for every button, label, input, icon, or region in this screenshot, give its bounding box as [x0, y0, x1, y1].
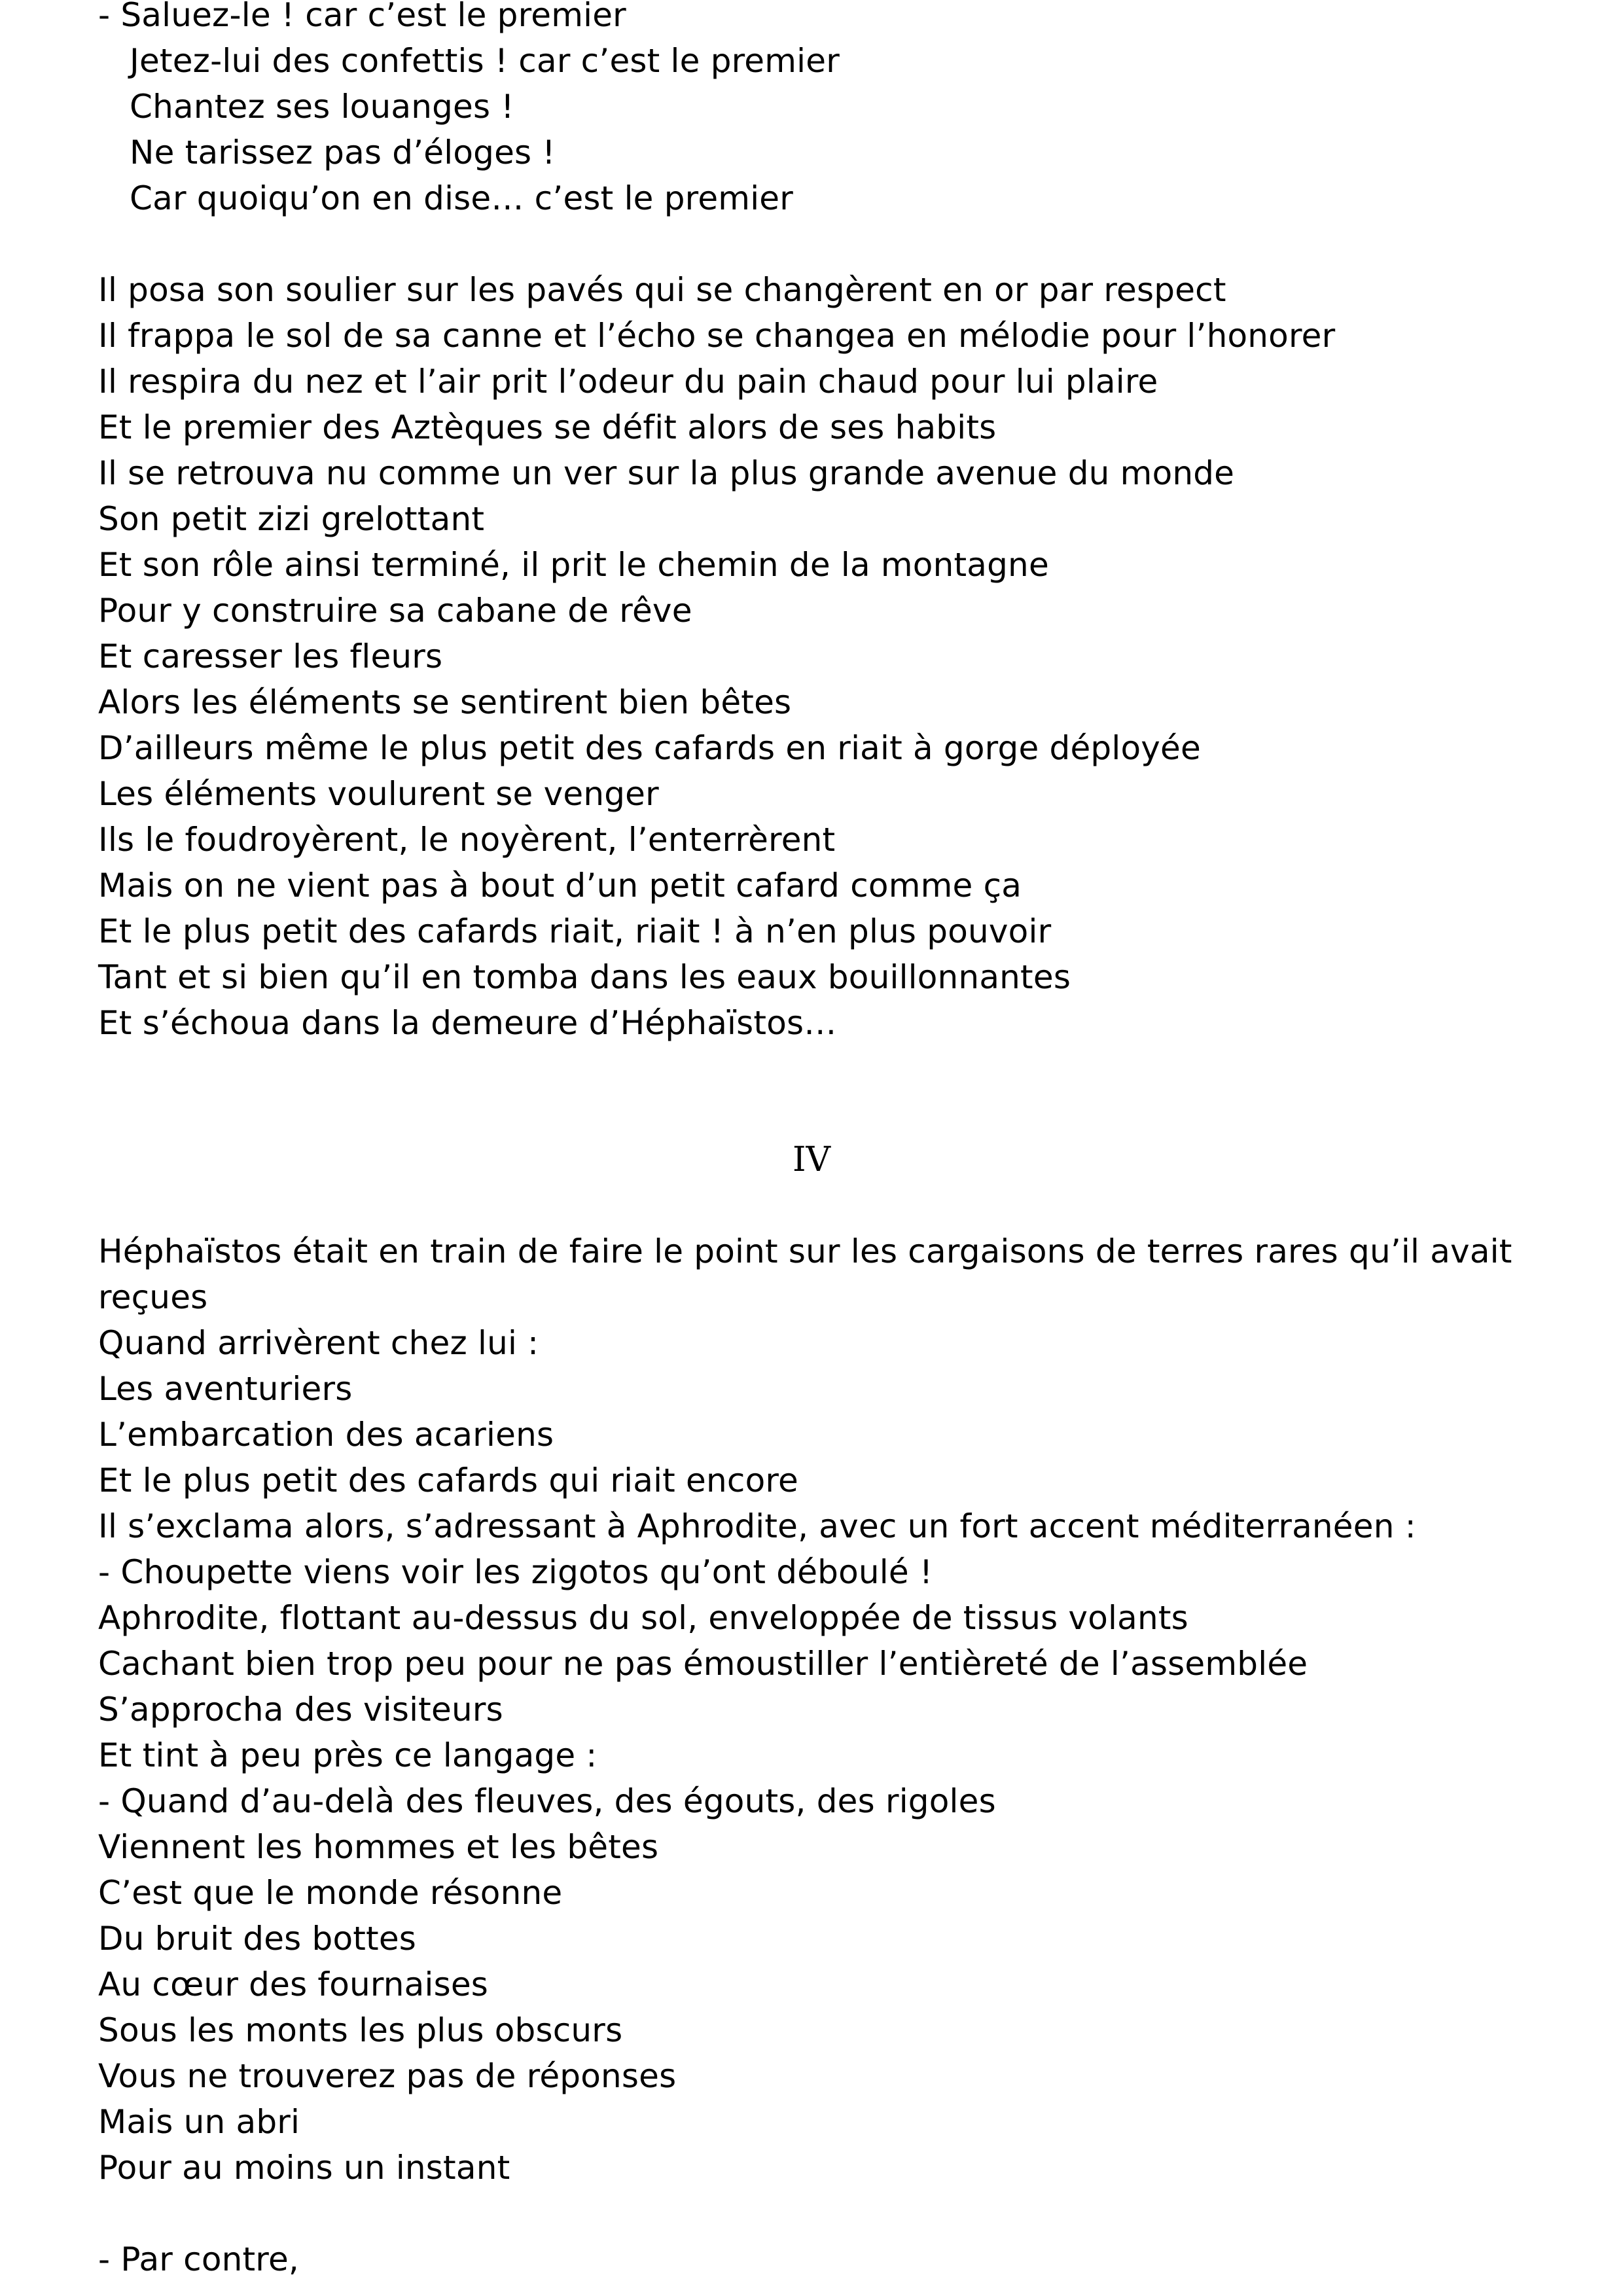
text-line: Ils le foudroyèrent, le noyèrent, l’enterrèrent [98, 821, 836, 859]
text-line: S’approcha des visiteurs [98, 1691, 503, 1729]
text-line: Il respira du nez et l’air prit l’odeur du pain chaud pour lui plaire [98, 363, 1158, 401]
text-line: Quand arrivèrent chez lui : [98, 1324, 539, 1362]
text-line: D’ailleurs même le plus petit des cafards en riait à gorge déployée [98, 729, 1201, 767]
text-line: Il s’exclama alors, s’adressant à Aphrodite, avec un fort accent méditerranéen : [98, 1507, 1416, 1545]
text-line: Et le plus petit des cafards qui riait encore [98, 1462, 799, 1499]
text-line: Et s’échoua dans la demeure d’Héphaïstos… [98, 1004, 837, 1042]
text-line: Alors les éléments se sentirent bien bêtes [98, 683, 792, 721]
text-line: Et le plus petit des cafards riait, riait ! à n’en plus pouvoir [98, 912, 1052, 950]
text-line: Il posa son soulier sur les pavés qui se changèrent en or par respect [98, 271, 1226, 309]
text-line: Sous les monts les plus obscurs [98, 2011, 623, 2049]
text-line: Il se retrouva nu comme un ver sur la plus grande avenue du monde [98, 454, 1235, 492]
text-line: Au cœur des fournaises [98, 1965, 489, 2003]
text-line: L’embarcation des acariens [98, 1416, 554, 1454]
text-line: Les éléments voulurent se venger [98, 775, 659, 813]
text-line: Son petit zizi grelottant [98, 500, 485, 538]
text-line: Ne tarissez pas d’éloges ! [130, 134, 556, 171]
text-line: - Saluez-le ! car c’est le premier [98, 0, 626, 34]
section-heading: IV [792, 1140, 831, 1179]
text-line: - Par contre, [98, 2240, 300, 2278]
text-line: Jetez-lui des confettis ! car c’est le premier [130, 42, 840, 80]
text-line: Et le premier des Aztèques se défit alors de ses habits [98, 408, 997, 446]
text-line: Pour au moins un instant [98, 2149, 510, 2187]
text-line: Héphaïstos était en train de faire le point sur les cargaisons de terres rares qu’il avait [98, 1232, 1512, 1270]
text-line: - Quand d’au-delà des fleuves, des égouts, des rigoles [98, 1782, 996, 1820]
text-line: Il frappa le sol de sa canne et l’écho se changea en mélodie pour l’honorer [98, 317, 1336, 355]
text-line: Mais on ne vient pas à bout d’un petit cafard comme ça [98, 867, 1022, 905]
text-line: Viennent les hommes et les bêtes [98, 1828, 659, 1866]
text-line: Les aventuriers [98, 1370, 353, 1408]
text-line: Chantez ses louanges ! [130, 88, 514, 126]
text-line: Tant et si bien qu’il en tomba dans les eaux bouillonnantes [98, 958, 1071, 996]
text-line: Et caresser les fleurs [98, 637, 443, 675]
text-line: Vous ne trouverez pas de réponses [98, 2057, 677, 2095]
text-line: Et tint à peu près ce langage : [98, 1736, 597, 1774]
text-line: C’est que le monde résonne [98, 1874, 563, 1912]
text-line: - Choupette viens voir les zigotos qu’ont déboulé ! [98, 1553, 933, 1591]
text-line: Pour y construire sa cabane de rêve [98, 592, 692, 630]
text-line: reçues [98, 1278, 208, 1316]
text-line: Aphrodite, flottant au-dessus du sol, enveloppée de tissus volants [98, 1599, 1188, 1637]
text-line: Cachant bien trop peu pour ne pas émoustiller l’entièreté de l’assemblée [98, 1645, 1308, 1683]
text-line: Mais un abri [98, 2103, 300, 2141]
text-line: Du bruit des bottes [98, 1920, 417, 1958]
text-line: Et son rôle ainsi terminé, il prit le chemin de la montagne [98, 546, 1049, 584]
text-line: Car quoiqu’on en dise… c’est le premier [130, 179, 794, 217]
